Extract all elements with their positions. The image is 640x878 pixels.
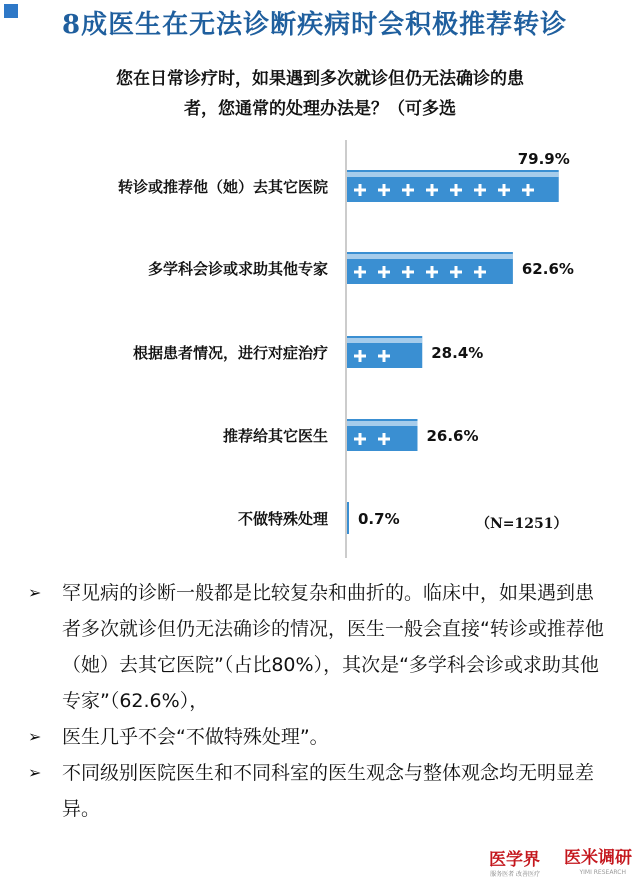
yimi-research-sub: YIMI RESEARCH	[579, 869, 626, 876]
category-label: 不做特殊处理	[237, 510, 328, 528]
bar-pattern-mark	[359, 350, 362, 362]
bar-pattern-mark	[503, 184, 506, 196]
conclusion-item	[0, 575, 640, 719]
yixuejie-logo: 医学界	[489, 850, 540, 870]
bar-pattern-mark	[347, 338, 422, 343]
category-label: 转诊或推荐他（她）去其它医院	[117, 178, 328, 196]
value-label: 0.7%	[358, 510, 400, 528]
conclusion-text: 罕见病的诊断一般都是比较复杂和曲折的。临床中，如果遇到患者多次就诊但仍无法确诊的情况，医生一般会直接“转诊或推荐他（她）去其它医院”（占比80%），其次是“多学科会诊或求助其他专家”（62.6%），	[62, 582, 604, 712]
bar-pattern-mark	[347, 421, 417, 426]
bar-pattern-mark	[527, 184, 530, 196]
yixuejie-slogan: 服务医者 改善医疗	[490, 871, 540, 878]
bar	[347, 502, 349, 534]
title-bar	[0, 0, 640, 40]
question-line-2: 者，您通常的处理办法是？（可多选	[184, 99, 456, 119]
conclusion-item	[0, 719, 640, 755]
bar-pattern-mark	[383, 433, 386, 445]
bullet-arrow-icon: ➢	[28, 583, 42, 602]
bar-pattern-mark	[455, 266, 458, 278]
bar-pattern-mark	[479, 184, 482, 196]
conclusion-text: 不同级别医院医生和不同科室的医生观念与整体观念均无明显差异。	[62, 762, 595, 820]
bar-pattern-mark	[383, 350, 386, 362]
page-title: 8成医生在无法诊断疾病时会积极推荐转诊	[62, 10, 568, 40]
category-label: 多学科会诊或求助其他专家	[147, 260, 328, 278]
bar-pattern-mark	[431, 184, 434, 196]
category-label: 推荐给其它医生	[222, 427, 328, 445]
title-square-icon	[4, 4, 18, 18]
bar-pattern-mark	[455, 184, 458, 196]
bar-pattern-mark	[479, 266, 482, 278]
survey-question	[0, 64, 640, 124]
bar-pattern-mark	[383, 266, 386, 278]
bullet-arrow-icon: ➢	[28, 763, 42, 782]
bar-pattern-mark	[359, 433, 362, 445]
bar-pattern-mark	[383, 184, 386, 196]
bar-chart	[0, 130, 640, 560]
value-label: 26.6%	[426, 427, 479, 445]
conclusion-list	[0, 575, 640, 827]
sample-size-note: （N=1251）	[476, 516, 568, 532]
conclusion-item	[0, 755, 640, 827]
bar-pattern-mark	[347, 172, 559, 177]
conclusion-text: 医生几乎不会“不做特殊处理”。	[62, 726, 329, 748]
bar-pattern-mark	[359, 184, 362, 196]
value-label: 62.6%	[521, 260, 574, 278]
bar-pattern-mark	[347, 254, 513, 259]
bar-pattern-mark	[359, 266, 362, 278]
value-label: 79.9%	[517, 150, 570, 168]
bar-pattern-mark	[407, 184, 410, 196]
value-label: 28.4%	[431, 344, 484, 362]
yimi-research-logo: 医米调研	[564, 848, 632, 868]
bullet-arrow-icon: ➢	[28, 727, 42, 746]
category-label: 根据患者情况，进行对症治疗	[132, 344, 328, 362]
bar-pattern-mark	[431, 266, 434, 278]
bar-pattern-mark	[407, 266, 410, 278]
question-line-1: 您在日常诊疗时，如果遇到多次就诊但仍无法确诊的患	[116, 69, 524, 89]
